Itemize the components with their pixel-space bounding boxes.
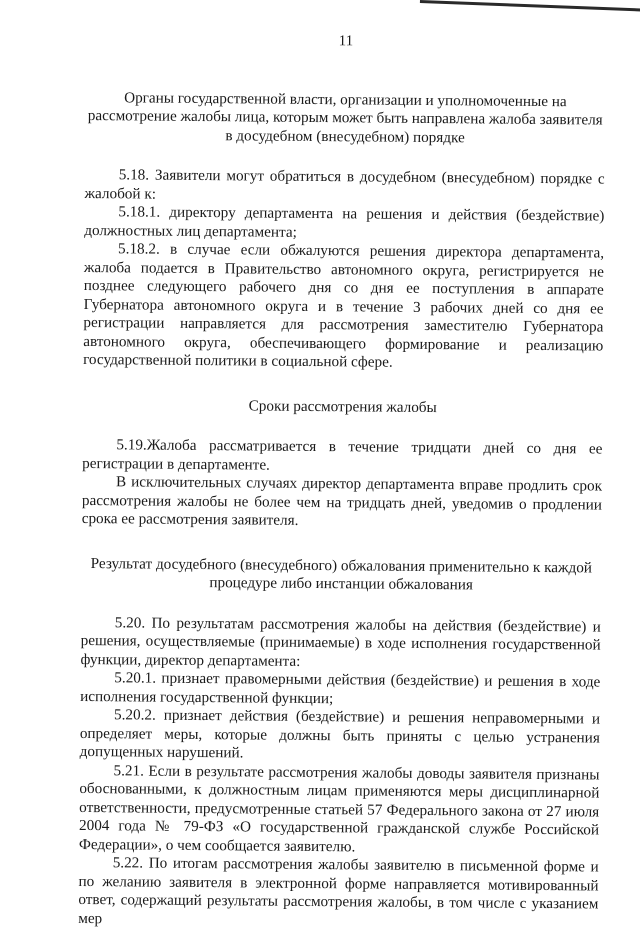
paragraph-5-19-extension: В исключительных случаях директор департамента вправе продлить срок рассмотрения жалобы не более чем на тридцать дней, уведомив о продлении срока ее рассмотрения заявителя. bbox=[81, 473, 603, 529]
scan-edge-artifact bbox=[420, 0, 640, 12]
section-heading-appeal-result: Результат досудебного (внесудебного) обжалования применительно к каждой процедуре либо инстанции обжалования bbox=[90, 554, 593, 594]
page-number: 11 bbox=[338, 33, 354, 50]
paragraph-5-18-2: 5.18.2. в случае если обжалуются решения директора департамента, жалоба подается в Правительство автономного округа, регистрируется не позднее следующего рабочего дня со дня ее поступления в аппарате Губернатора автономного округа и в течение 3 рабочих дней со дня ее регистрации направляется для рассмотрения заместителю Губернатора автономного округа, обеспечивающего формирование и реализацию государственной политики в социальной сфере. bbox=[83, 240, 605, 371]
paragraph-5-21: 5.21. Если в результате рассмотрения жалобы доводы заявителя признаны обоснованными, к должностным лицам применяются меры дисциплинарной ответственности, предусмотренные статьей 57 Федерального закона от 27 июля 2004 года № 79-ФЗ «О государственной гражданской службе Российской Федерации», о чем сообщается заявителю. bbox=[78, 761, 600, 855]
section-heading-complaint-bodies: Органы государственной власти, организации и уполномоченные на рассмотрение жалобы лица, которым может быть направлена жалоба заявителя в досудебном (внесудебном) порядке bbox=[87, 88, 603, 146]
paragraph-5-18: 5.18. Заявители могут обратиться в досудебном (внесудебном) порядке с жалобой к: bbox=[84, 166, 605, 203]
paragraph-5-20-1: 5.20.1. признает правомерными действия (бездействие) и решения в ходе исполнения государственной функции; bbox=[80, 669, 601, 707]
document-page bbox=[78, 30, 606, 933]
paragraph-5-22: 5.22. По итогам рассмотрения жалобы заявителю в письменной форме и по желанию заявителя в электронной форме направляется мотивированный ответ, содержащий результаты рассмотрения жалобы, в том числе с указанием мер bbox=[78, 854, 599, 927]
section-heading-complaint-deadlines: Сроки рассмотрения жалобы bbox=[248, 396, 437, 416]
paragraph-5-20-2: 5.20.2. признает действия (бездействие) и решения неправомерными и определяет меры, которые должны быть приняты с целью устранения допущенных нарушений. bbox=[79, 706, 601, 762]
paragraph-5-20: 5.20. По результатам рассмотрения жалобы на действия (бездействие) и решения, осуществляемые (принимаемые) в ходе исполнения государственной функции, директор департамента: bbox=[80, 613, 601, 670]
paragraph-5-19: 5.19.Жалоба рассматривается в течение тридцати дней со дня ее регистрации в департаменте. bbox=[82, 436, 603, 474]
paragraph-5-18-1: 5.18.1. директору департамента на решения и действия (бездействие) должностных лиц департамента; bbox=[84, 203, 605, 241]
